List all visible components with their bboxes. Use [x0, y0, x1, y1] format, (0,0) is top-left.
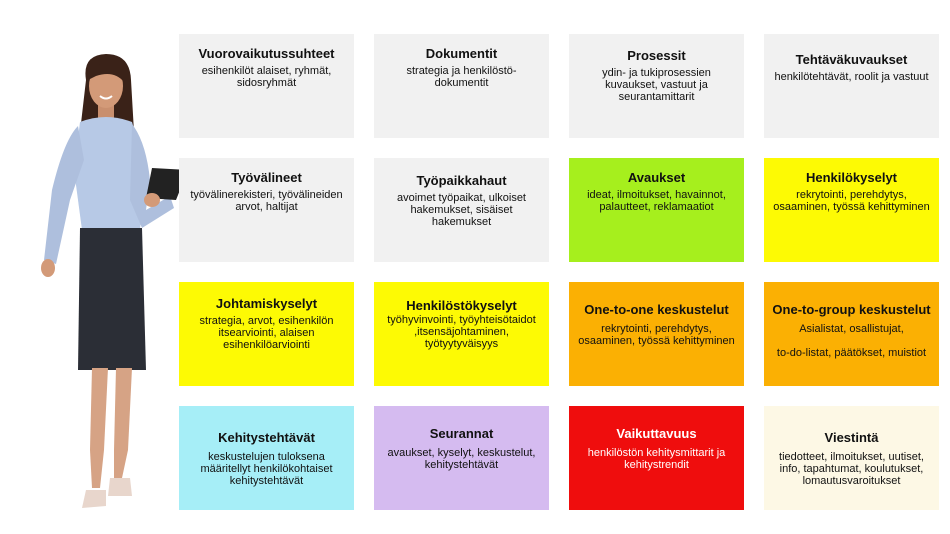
tile-johtamiskyselyt — [179, 282, 354, 386]
tile-one-to-one-keskustelut — [569, 282, 744, 386]
tile-avaukset — [569, 158, 744, 262]
tile-title: Johtamiskyselyt — [215, 296, 318, 311]
tile-description: avaukset, kyselyt, keskustelut, kehitystehtävät — [387, 447, 536, 471]
tile-title: Seurannat — [429, 426, 494, 441]
tile-title: Henkilökyselyt — [805, 170, 898, 185]
tile-description: avoimet työpaikat, ulkoiset hakemukset, sisäiset hakemukset — [396, 192, 526, 228]
tile-title: Kehitystehtävät — [218, 430, 315, 445]
tile-title: Vuorovaikutussuhteet — [198, 46, 335, 61]
tile-description: työhyvinvointi, työyhteisötaidot ,itsensäjohtaminen, työtyytyväisyys — [387, 314, 536, 350]
tile-one-to-group-keskustelut — [764, 282, 939, 386]
tile-description: ydin- ja tukiprosessien kuvaukset, vastuut ja seurantamittarit — [602, 67, 711, 103]
tile-tehtavakuvaukset — [764, 34, 939, 138]
tile-title: Henkilöstökyselyt — [406, 298, 517, 313]
tile-description: rekrytointi, perehdytys, osaaminen, työssä kehittyminen — [773, 189, 930, 213]
tile-prosessit — [569, 34, 744, 138]
tile-description: strategia, arvot, esihenkilön itsearviointi, alaisen esihenkilöarviointi — [199, 315, 334, 351]
tile-title: One-to-one keskustelut — [584, 302, 729, 317]
tile-title: Tehtäväkuvaukset — [795, 52, 908, 67]
tile-henkilostokyselyt — [374, 282, 549, 386]
tile-title: One-to-group keskustelut — [772, 302, 931, 317]
tile-description: tiedotteet, ilmoitukset, uutiset, info, tapahtumat, koulutukset, lomautusvaroitukset — [779, 451, 924, 487]
tile-title: Vaikuttavuus — [616, 426, 697, 441]
tile-viestinta — [764, 406, 939, 510]
tile-title: Viestintä — [824, 430, 879, 445]
tile-description: henkilöstön kehitysmittarit ja kehitystrendit — [587, 447, 726, 471]
tile-seurannat — [374, 406, 549, 510]
tile-tyopaikkahaut — [374, 158, 549, 262]
tile-description: henkilötehtävät, roolit ja vastuut — [774, 71, 929, 83]
tile-kehitystehtavat — [179, 406, 354, 510]
tile-description: keskustelujen tuloksena määritellyt henkilökohtaiset kehitystehtävät — [200, 451, 333, 487]
tile-tyovalineet — [179, 158, 354, 262]
tile-dokumentit — [374, 34, 549, 138]
tile-vaikuttavuus — [569, 406, 744, 510]
tile-description: työvälinerekisteri, työvälineiden arvot, haltijat — [190, 189, 343, 213]
tile-title: Työvälineet — [231, 170, 302, 185]
tile-title: Dokumentit — [425, 46, 498, 61]
tile-description: esihenkilöt alaiset, ryhmät, sidosryhmät — [201, 65, 332, 89]
tile-description: ideat, ilmoitukset, havainnot, palautteet, reklamaatiot — [587, 189, 726, 213]
tile-henkilokyselyt — [764, 158, 939, 262]
tile-title: Työpaikkahaut — [416, 173, 507, 188]
tile-description: rekrytointi, perehdytys, osaaminen, työssä kehittyminen — [578, 323, 735, 347]
tile-description: Asialistat, osallistujat, to-do-listat, päätökset, muistiot — [776, 323, 927, 359]
tile-title: Prosessit — [627, 48, 686, 63]
tile-vuorovaikutussuhteet — [179, 34, 354, 138]
tile-description: strategia ja henkilöstö- dokumentit — [406, 65, 517, 89]
tile-title: Avaukset — [627, 170, 686, 185]
